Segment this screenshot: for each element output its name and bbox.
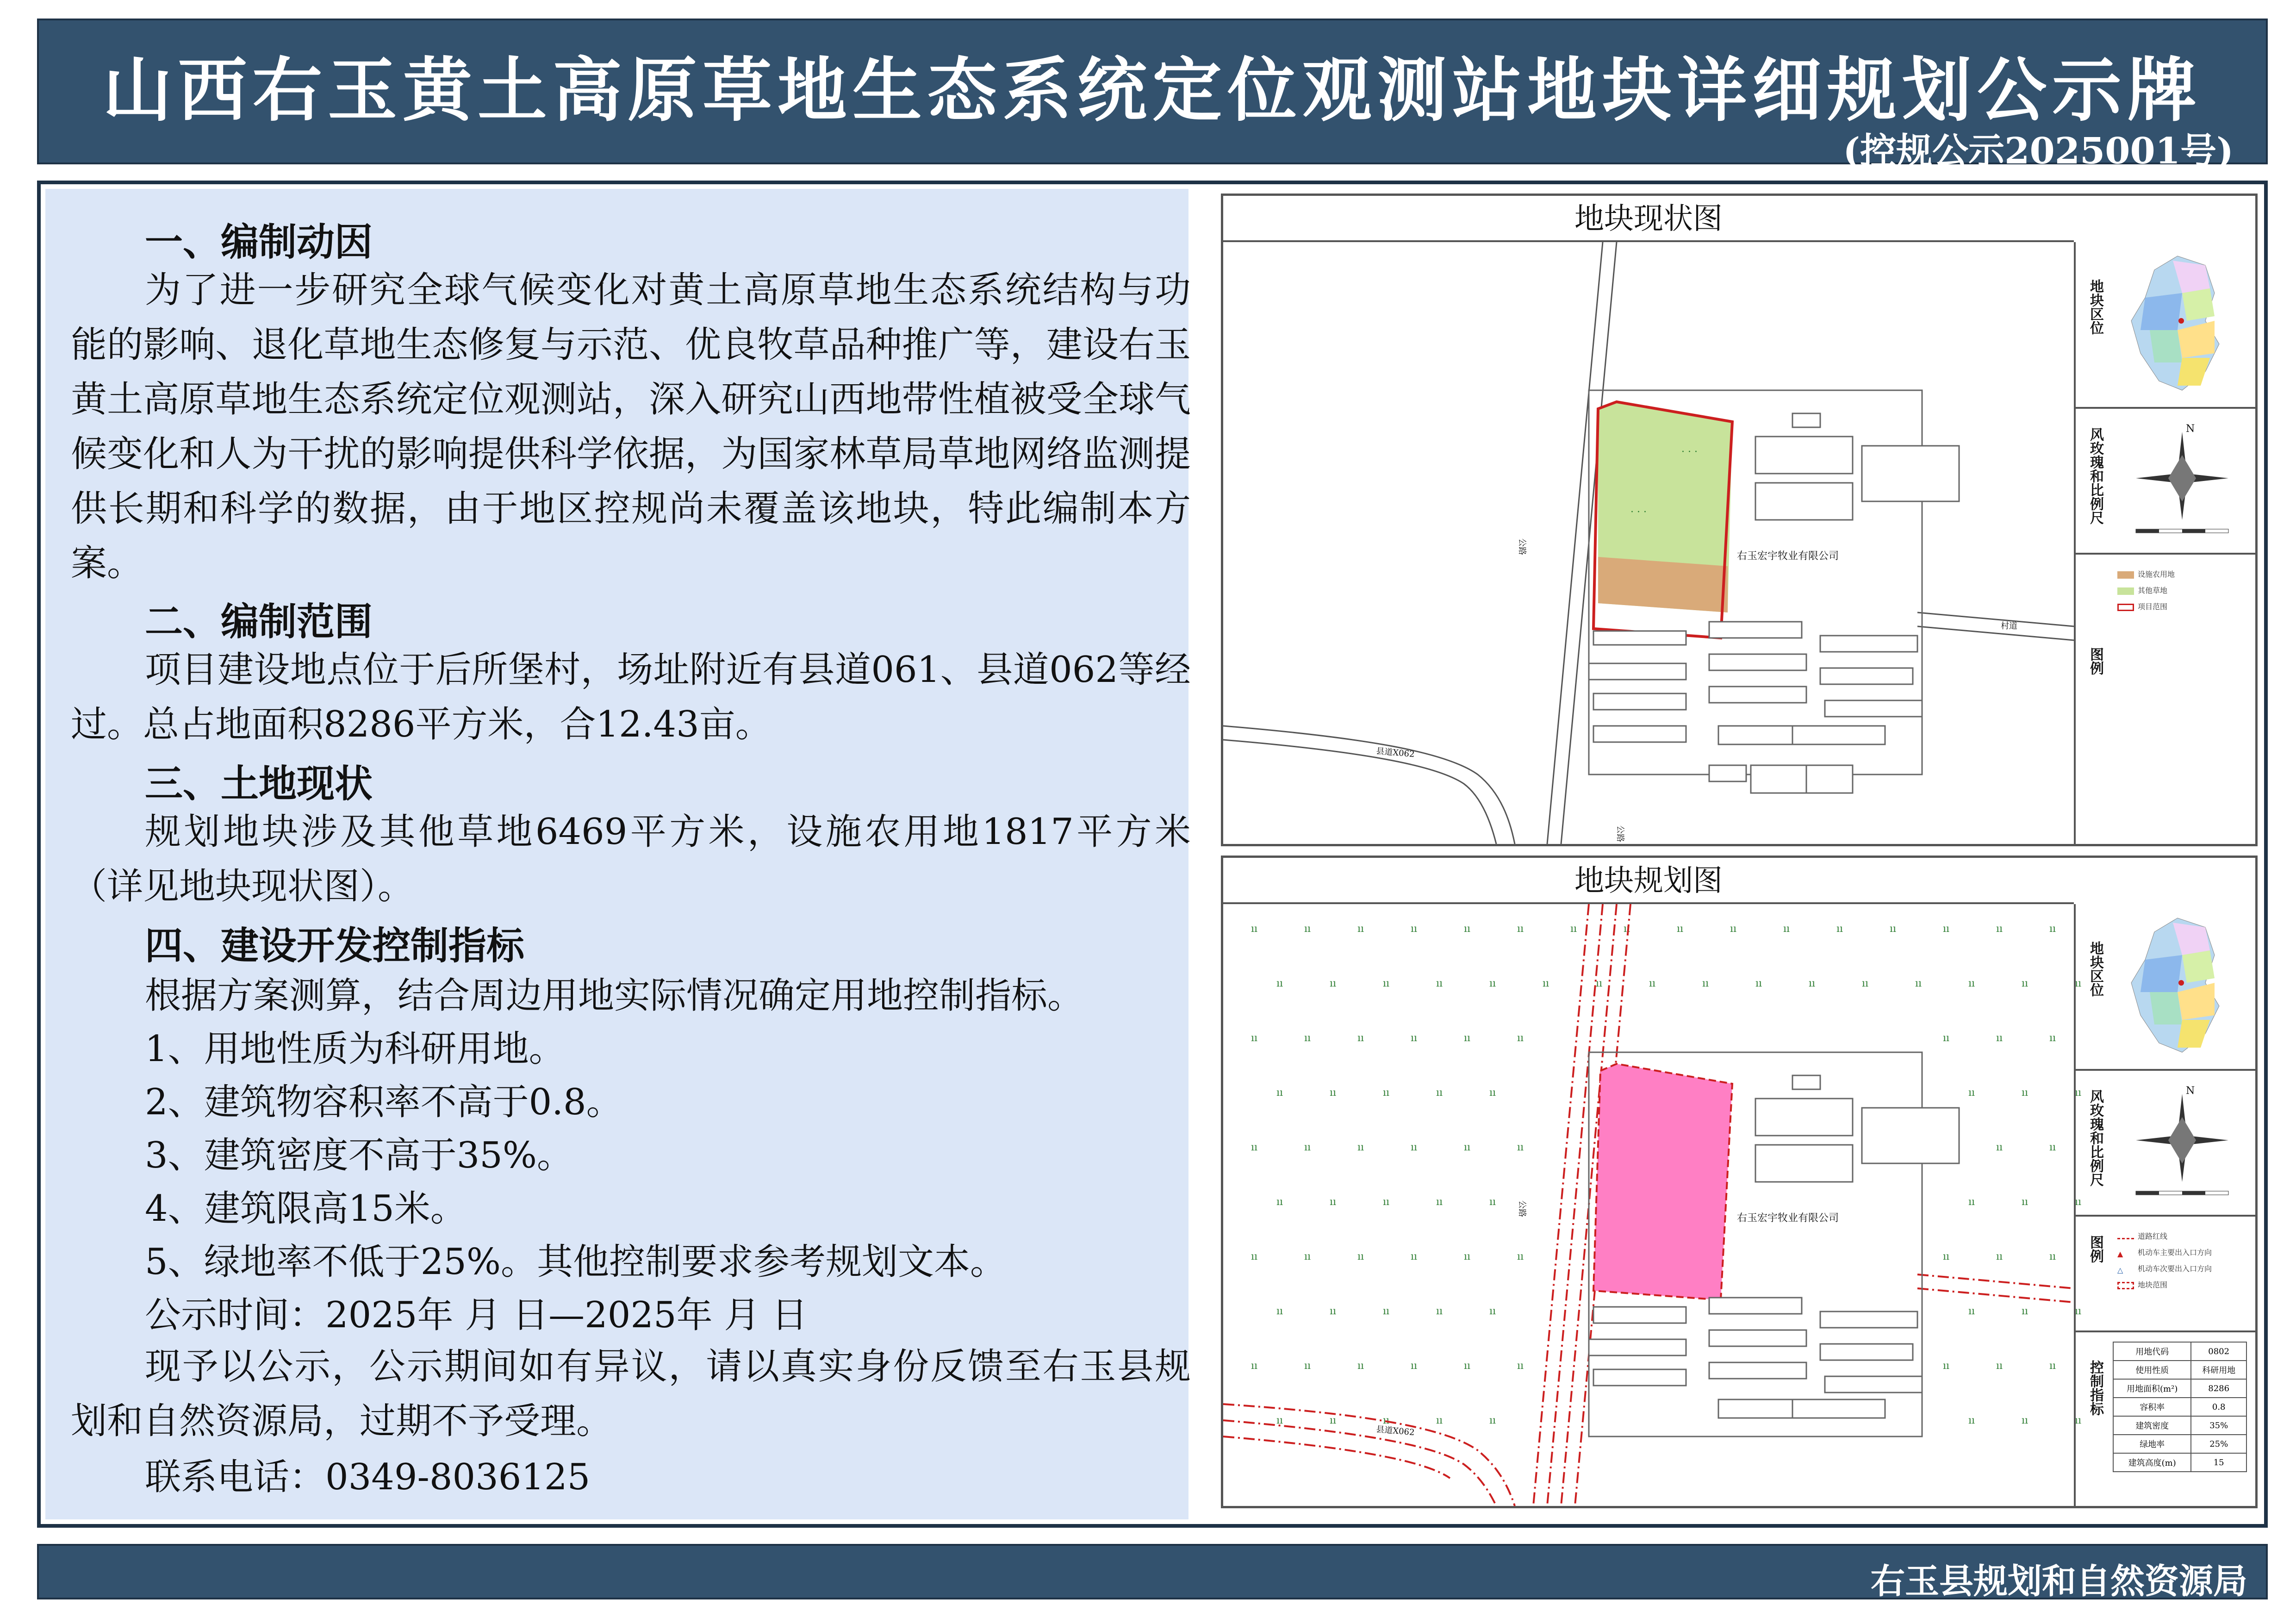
location-label: 地块区位 [2087, 941, 2103, 997]
location-mini-map [2122, 913, 2233, 1062]
location-label: 地块区位 [2087, 279, 2103, 335]
indicator-item: 1、用地性质为科研用地。 [145, 1028, 565, 1070]
public-road-label: 公路 [1517, 538, 1527, 555]
control-row: 使用性质 科研用地 [2113, 1361, 2246, 1379]
control-table [2113, 1342, 2247, 1472]
grass-symbol: ıı [1304, 1032, 1311, 1044]
location-cell [2074, 242, 2255, 409]
legend-item: 道路红线 [2117, 1230, 2167, 1241]
grass-symbol: ıı [1276, 1087, 1283, 1099]
section-heading-2: 二、编制范围 [145, 600, 373, 644]
grass-symbol: ıı [1357, 923, 1364, 935]
compass-label: 风玫瑰和比例尺 [2087, 427, 2103, 525]
county-road-label: 县道X062 [1375, 1424, 1415, 1438]
grass-symbol: ıı [1968, 1305, 1975, 1317]
grass-symbol: ıı [1464, 1360, 1471, 1372]
grass-symbol: ıı [1649, 978, 1656, 989]
grass-symbol: ıı [1730, 923, 1737, 935]
grass-symbol: ıı [1464, 1251, 1471, 1262]
grass-symbol: ıı [2022, 1415, 2028, 1426]
issuing-organization: 右玉县规划和自然资源局 [1871, 1562, 2247, 1601]
planned-parcel [1593, 1064, 1732, 1300]
grass-symbol: ıı [1304, 1142, 1311, 1153]
contact-phone: 联系电话：0349-8036125 [145, 1456, 591, 1498]
county-road-label: 县道X062 [1375, 746, 1415, 760]
grass-symbol: ıı [1464, 1142, 1471, 1153]
grass-symbol: ıı [1330, 1196, 1337, 1208]
compass-cell [2074, 409, 2255, 555]
grass-symbol: ıı [1330, 978, 1337, 989]
grass-symbol: ıı [1489, 1196, 1496, 1208]
grass-symbol: ıı [2022, 1305, 2028, 1317]
grass-symbol: ıı [2075, 978, 2082, 989]
svg-text:· · ·: · · · [1681, 446, 1698, 458]
control-label: 控制指标 [2087, 1360, 2103, 1416]
grass-symbol: ıı [1596, 978, 1603, 989]
grass-symbol: ıı [1517, 1251, 1524, 1262]
indicator-item: 3、建筑密度不高于35%。 [145, 1135, 573, 1176]
grass-symbol: ıı [1464, 923, 1471, 935]
grass-symbol: ıı [1383, 1087, 1390, 1099]
grass-symbol: ıı [1517, 923, 1524, 935]
grass-symbol: ıı [2049, 1032, 2056, 1044]
text-panel [45, 189, 1191, 1519]
wind-rose-icon [2122, 418, 2242, 538]
grass-symbol: ıı [1915, 978, 1922, 989]
grass-symbol: ıı [1436, 1305, 1443, 1317]
grass-symbol: ıı [2022, 978, 2028, 989]
wind-rose-icon [2122, 1080, 2242, 1200]
indicator-item: 5、绿地率不低于25%。其他控制要求参考规划文本。 [145, 1241, 1006, 1283]
grass-symbol: ıı [1517, 1360, 1524, 1372]
control-row: 容积率 0.8 [2113, 1398, 2246, 1416]
grass-symbol: ıı [1357, 1360, 1364, 1372]
section-body-1: 为了进一步研究全球气候变化对黄土高原草地生态系统结构与功能的影响、退化草地生态修复与示范、优良牧草品种推广等，建设右玉黄土高原草地生态系统定位观测站，深入研究山西地带性植被受全球气候变化和人为干扰的影响提供科学依据，为国家林草局草地网络监测提供长期和科学的数据，由于地区控规尚未覆盖该地块，特此编制本方案。 [71, 269, 1191, 584]
grass-symbol: ıı [1251, 1142, 1258, 1153]
control-row: 用地代码 0802 [2113, 1342, 2246, 1361]
grass-symbol: ıı [1968, 978, 1975, 989]
grass-symbol: ıı [1411, 1142, 1418, 1153]
legend-cell [2074, 1217, 2255, 1332]
grass-symbol: ıı [2049, 923, 2056, 935]
grass-symbol: ıı [2075, 1087, 2082, 1099]
grass-symbol: ıı [1357, 1032, 1364, 1044]
grass-symbol: ıı [1276, 1305, 1283, 1317]
grass-symbol: ıı [1996, 1251, 2003, 1262]
company-label: 右玉宏宇牧业有限公司 [1737, 1212, 1839, 1224]
grass-symbol: ıı [1702, 978, 1709, 989]
grass-symbol: ıı [1383, 1305, 1390, 1317]
grass-symbol: ıı [1943, 1360, 1950, 1372]
map-title: 地块规划图 [1223, 858, 2074, 904]
map-title: 地块现状图 [1223, 196, 2074, 242]
grass-symbol: ıı [1330, 1415, 1337, 1426]
section-heading-3: 三、土地现状 [145, 762, 373, 806]
parcel-facility [1598, 557, 1728, 612]
footer-bar [37, 1544, 2268, 1599]
grass-symbol: ıı [1489, 1415, 1496, 1426]
grass-symbol: ıı [1968, 1415, 1975, 1426]
grass-symbol: ıı [1436, 1196, 1443, 1208]
grass-symbol: ıı [1517, 1032, 1524, 1044]
control-row: 建筑高度(m) 15 [2113, 1453, 2246, 1472]
grass-symbol: ıı [1436, 1415, 1443, 1426]
grass-symbol: ıı [1996, 1360, 2003, 1372]
grass-symbol: ıı [1996, 923, 2003, 935]
current-status-map [1221, 194, 2258, 846]
feedback-text: 现予以公示，公示期间如有异议，请以真实身份反馈至右玉县规划和自然资源局，过期不予受理。 [71, 1346, 1191, 1442]
grass-symbol: ıı [1276, 1415, 1283, 1426]
grass-symbol: ıı [1383, 1415, 1390, 1426]
public-road-label: 公路 [1517, 1200, 1527, 1217]
planning-map [1221, 856, 2258, 1508]
svg-text:· · ·: · · · [1630, 506, 1647, 518]
section-heading-4: 四、建设开发控制指标 [145, 924, 525, 968]
indicator-item: 4、建筑限高15米。 [145, 1188, 467, 1230]
grass-symbol: ıı [1251, 1032, 1258, 1044]
grass-symbol: ıı [1943, 923, 1950, 935]
grass-symbol: ıı [1968, 1087, 1975, 1099]
section-heading-1: 一、编制动因 [145, 220, 373, 264]
legend-label: 图例 [2087, 1235, 2103, 1263]
main-board [37, 181, 2268, 1528]
grass-symbol: ıı [1304, 923, 1311, 935]
header-bar [37, 19, 2268, 172]
grass-symbol: ıı [1411, 923, 1418, 935]
grass-symbol: ıı [2049, 1251, 2056, 1262]
grass-symbol: ıı [1251, 1251, 1258, 1262]
grass-symbol: ıı [1836, 923, 1843, 935]
grass-symbol: ıı [1996, 1142, 2003, 1153]
grass-symbol: ıı [1943, 1032, 1950, 1044]
indicator-item: 2、建筑物容积率不高于0.8。 [145, 1081, 622, 1123]
grass-symbol: ıı [1251, 1360, 1258, 1372]
grass-symbol: ıı [1755, 978, 1762, 989]
grass-symbol: ıı [1411, 1251, 1418, 1262]
grass-symbol: ıı [1489, 1305, 1496, 1317]
planning-map-drawing [1223, 904, 2082, 1506]
control-cell [2074, 1332, 2255, 1506]
grass-symbol: ıı [1489, 978, 1496, 989]
page-title: 山西右玉黄土高原草地生态系统定位观测站地块详细规划公示牌 [102, 50, 2202, 131]
grass-symbol: ıı [1330, 1087, 1337, 1099]
north-label: N [2186, 423, 2195, 435]
grass-symbol: ıı [1543, 978, 1549, 989]
grass-symbol: ıı [1464, 1032, 1471, 1044]
grass-symbol: ıı [1357, 1142, 1364, 1153]
village-road-label: 村道 [2001, 621, 2017, 631]
section-body-2: 项目建设地点位于后所堡村，场址附近有县道061、县道062等经过。总占地面积8286平方米，合12.43亩。 [71, 649, 1191, 745]
grass-symbol: ıı [1251, 923, 1258, 935]
section-body-3: 规划地块涉及其他草地6469平方米，设施农用地1817平方米（详见地块现状图）。 [71, 811, 1191, 907]
legend-item: 项目范围 [2117, 601, 2167, 612]
grass-symbol: ıı [2022, 1196, 2028, 1208]
compass-cell [2074, 1071, 2255, 1217]
grass-symbol: ıı [1411, 1360, 1418, 1372]
grass-symbol: ıı [1783, 923, 1790, 935]
grass-symbol: ıı [2075, 1196, 2082, 1208]
section-intro-4: 根据方案测算，结合周边用地实际情况确定用地控制指标。 [145, 975, 1084, 1017]
grass-symbol: ıı [2049, 1142, 2056, 1153]
grass-symbol: ıı [1890, 923, 1897, 935]
grass-symbol: ıı [1943, 1251, 1950, 1262]
legend-item: 设施农用地 [2117, 568, 2175, 579]
grass-symbol: ıı [1809, 978, 1816, 989]
grass-symbol: ıı [1383, 978, 1390, 989]
control-row: 用地面积(m²) 8286 [2113, 1379, 2246, 1398]
grass-symbol: ıı [1489, 1087, 1496, 1099]
grass-symbol: ıı [1968, 1196, 1975, 1208]
compass-label: 风玫瑰和比例尺 [2087, 1089, 2103, 1187]
grass-symbol: ıı [1436, 978, 1443, 989]
grass-symbol: ıı [1383, 1196, 1390, 1208]
location-mini-map [2122, 251, 2233, 400]
grass-symbol: ıı [1996, 1032, 2003, 1044]
company-label: 右玉宏宇牧业有限公司 [1737, 550, 1839, 562]
grass-symbol: ıı [2075, 1305, 2082, 1317]
legend-item: △ 机动车次要出入口方向 [2117, 1264, 2212, 1274]
grass-symbol: ıı [2075, 1415, 2082, 1426]
grass-symbol: ıı [1570, 923, 1577, 935]
grass-symbol: ıı [1330, 1305, 1337, 1317]
control-row: 绿地率 25% [2113, 1435, 2246, 1453]
legend-cell [2074, 555, 2255, 844]
location-cell [2074, 904, 2255, 1071]
grass-symbol: ıı [1276, 1196, 1283, 1208]
grass-symbol: ıı [2049, 1360, 2056, 1372]
grass-symbol: ıı [1677, 923, 1684, 935]
notice-time: 公示时间：2025年 月 日—2025年 月 日 [145, 1294, 808, 1336]
current-map-drawing [1223, 242, 2074, 844]
control-row: 建筑密度 35% [2113, 1416, 2246, 1435]
grass-symbol: ıı [1276, 978, 1283, 989]
north-label: N [2186, 1085, 2195, 1097]
public-road-label-2: 公路 [1615, 825, 1625, 842]
grass-symbol: ıı [1304, 1251, 1311, 1262]
notice-number: (控规公示2025001号) [1843, 130, 2234, 172]
grass-symbol: ıı [1517, 1142, 1524, 1153]
legend-label: 图例 [2087, 647, 2103, 675]
grass-symbol: ıı [2022, 1087, 2028, 1099]
grass-symbol: ıı [1436, 1087, 1443, 1099]
grass-symbol: ıı [1411, 1032, 1418, 1044]
legend-item: 其他草地 [2117, 585, 2167, 595]
legend-item: 地块范围 [2117, 1279, 2167, 1290]
grass-symbol: ıı [1624, 923, 1630, 935]
legend-item: ▲ 机动车主要出入口方向 [2117, 1248, 2212, 1258]
grass-symbol: ıı [1862, 978, 1869, 989]
grass-symbol: ıı [1304, 1360, 1311, 1372]
grass-symbol: ıı [1357, 1251, 1364, 1262]
